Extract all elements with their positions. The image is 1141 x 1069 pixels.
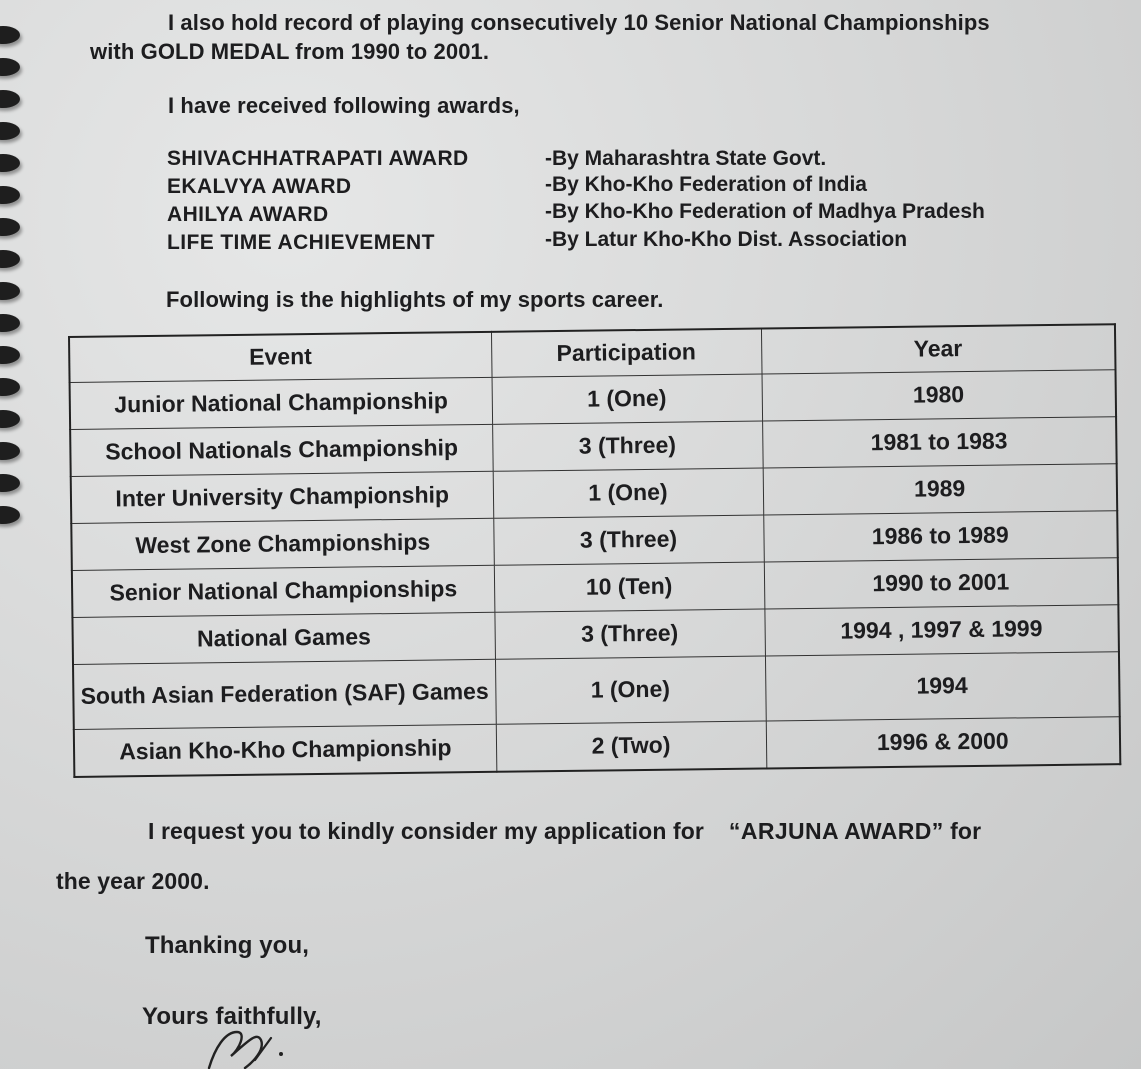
request-for-text: for bbox=[950, 818, 982, 844]
event-cell: Inter University Championship bbox=[71, 471, 494, 523]
participation-cell: 10 (Ten) bbox=[494, 562, 765, 612]
awards-intro: I have received following awards, bbox=[168, 93, 520, 118]
participation-cell: 3 (Three) bbox=[493, 515, 764, 565]
record-line-1: I also hold record of playing consecutively 10 Senior National Championships bbox=[168, 10, 990, 35]
year-cell: 1994 bbox=[765, 652, 1120, 721]
participation-cell: 3 (Three) bbox=[492, 421, 763, 471]
year-cell: 1990 to 2001 bbox=[764, 558, 1119, 609]
year-cell: 1981 to 1983 bbox=[762, 417, 1117, 468]
binder-rings bbox=[0, 18, 44, 538]
header-participation: Participation bbox=[491, 329, 762, 378]
event-cell: South Asian Federation (SAF) Games bbox=[73, 659, 496, 729]
request-line-2: the year 2000. bbox=[56, 868, 210, 894]
participation-cell: 1 (One) bbox=[493, 468, 764, 518]
event-cell: Junior National Championship bbox=[70, 377, 493, 429]
arjuna-award-text: “ARJUNA AWARD” bbox=[728, 818, 944, 844]
year-cell: 1980 bbox=[762, 370, 1117, 421]
year-cell: 1994 , 1997 & 1999 bbox=[764, 605, 1119, 656]
award-name: AHILYA AWARD bbox=[167, 203, 329, 226]
award-giver: -By Latur Kho-Kho Dist. Association bbox=[545, 228, 908, 251]
event-cell: Senior National Championships bbox=[72, 565, 495, 617]
year-cell: 1986 to 1989 bbox=[763, 511, 1118, 562]
signature-scribble bbox=[195, 1010, 305, 1069]
award-name: LIFE TIME ACHIEVEMENT bbox=[167, 231, 435, 254]
header-year: Year bbox=[761, 324, 1116, 374]
award-giver: -By Kho-Kho Federation of India bbox=[545, 173, 867, 196]
year-cell: 1989 bbox=[763, 464, 1118, 515]
event-cell: School Nationals Championship bbox=[70, 424, 493, 476]
participation-cell: 2 (Two) bbox=[496, 721, 767, 772]
participation-cell: 1 (One) bbox=[495, 656, 766, 724]
event-cell: National Games bbox=[72, 612, 495, 664]
award-giver: -By Maharashtra State Govt. bbox=[545, 147, 827, 170]
award-name: SHIVACHHATRAPATI AWARD bbox=[167, 147, 469, 170]
yours-faithfully: Yours faithfully, bbox=[142, 1003, 322, 1030]
year-cell: 1996 & 2000 bbox=[766, 717, 1121, 769]
record-line-2: with GOLD MEDAL from 1990 to 2001. bbox=[90, 39, 490, 64]
header-event: Event bbox=[69, 332, 492, 383]
event-cell: Asian Kho-Kho Championship bbox=[74, 724, 497, 777]
highlights-intro: Following is the highlights of my sports career. bbox=[166, 287, 664, 312]
request-line-1 bbox=[148, 818, 981, 845]
award-name: EKALVYA AWARD bbox=[167, 175, 352, 198]
participation-cell: 3 (Three) bbox=[494, 609, 765, 659]
event-cell: West Zone Championships bbox=[71, 518, 494, 570]
participation-cell: 1 (One) bbox=[492, 374, 763, 424]
request-text: I request you to kindly consider my application for bbox=[148, 818, 704, 844]
award-giver: -By Kho-Kho Federation of Madhya Pradesh bbox=[545, 200, 985, 223]
career-highlights-table bbox=[68, 323, 1124, 794]
thanking-you: Thanking you, bbox=[145, 932, 309, 959]
